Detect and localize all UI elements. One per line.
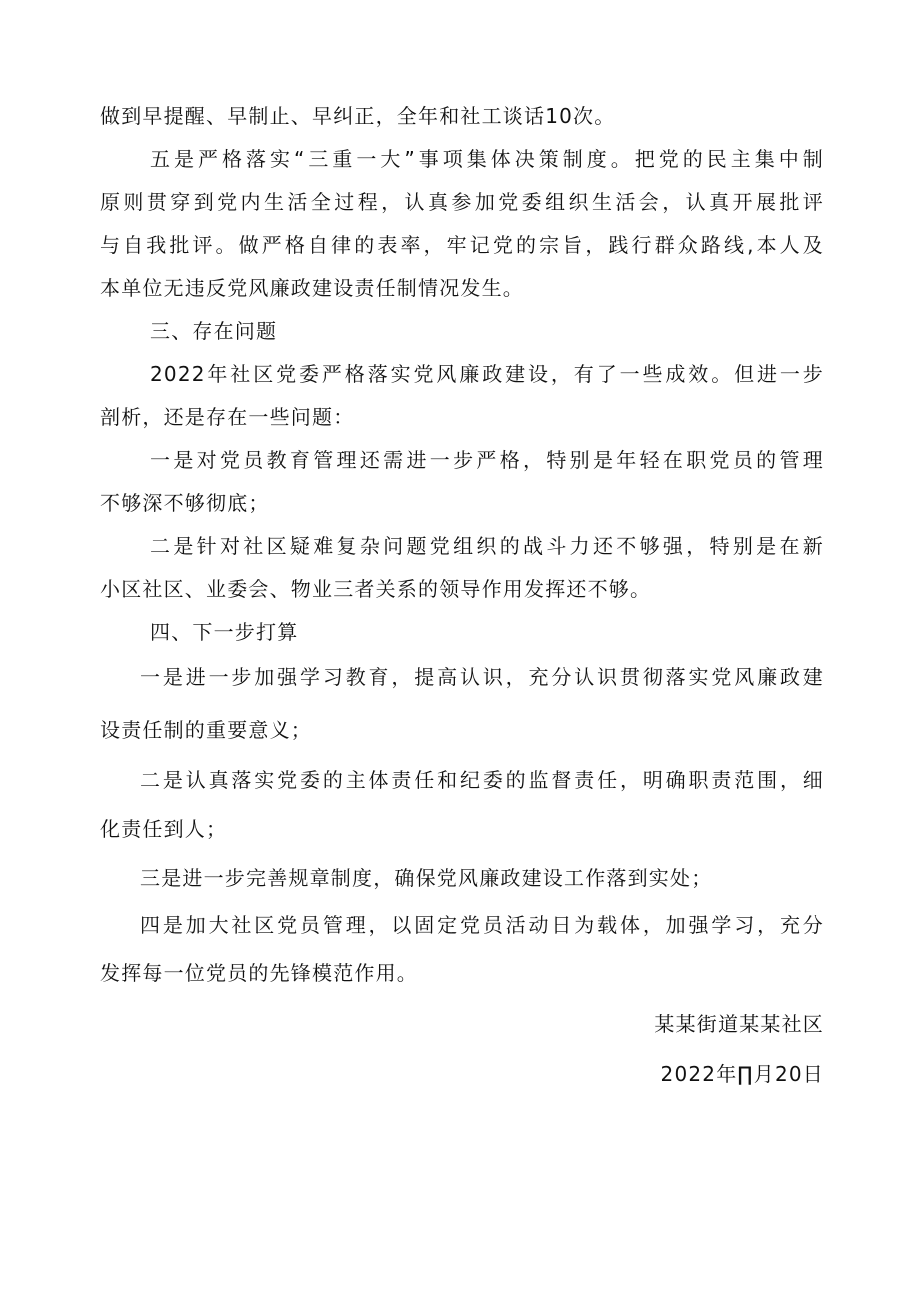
section-heading: 三、存在问题 [150,319,278,343]
paragraph-line: 发挥每一位党员的先锋模范作用。 [100,961,418,985]
signature-date: 2022年∏月20日 [660,1062,824,1086]
paragraph-line: 本单位无违反党风廉政建设责任制情况发生。 [100,276,524,300]
signature-organization: 某某街道某某社区 [654,1012,824,1036]
paragraph-line: 化责任到人； [100,817,228,841]
paragraph-line: 二是认真落实党委的主体责任和纪委的监督责任，明确职责范围，细 [140,768,824,792]
section-heading: 四、下一步打算 [150,620,299,644]
paragraph-line: 与自我批评。做严格自律的表率，牢记党的宗旨，践行群众路线,本人及 [100,233,824,257]
paragraph-line: 一是对党员教育管理还需进一步严格，特别是年轻在职党员的管理 [150,448,824,472]
paragraph-line: 设责任制的重要意义； [100,718,312,742]
paragraph-line: 五是严格落实“三重一大”事项集体决策制度。把党的民主集中制 [150,147,824,171]
paragraph-line: 剖析，还是存在一些问题： [100,405,355,429]
paragraph-line: 2022年社区党委严格落实党风廉政建设，有了一些成效。但进一步 [150,362,824,386]
paragraph-line: 做到早提醒、早制止、早纠正，全年和社工谈话10次。 [100,104,616,128]
paragraph-line: 不够深不够彻底； [100,491,270,515]
paragraph-line: 三是进一步完善规章制度，确保党风廉政建设工作落到实处； [140,866,713,890]
paragraph-line: 小区社区、业委会、物业三者关系的领导作用发挥还不够。 [100,577,652,601]
paragraph-line: 原则贯穿到党内生活全过程，认真参加党委组织生活会，认真开展批评 [100,190,824,214]
paragraph-line: 二是针对社区疑难复杂问题党组织的战斗力还不够强，特别是在新 [150,534,824,558]
paragraph-line: 四是加大社区党员管理，以固定党员活动日为载体，加强学习，充分 [140,913,824,937]
paragraph-line: 一是进一步加强学习教育，提高认识，充分认识贯彻落实党风廉政建 [140,665,824,689]
